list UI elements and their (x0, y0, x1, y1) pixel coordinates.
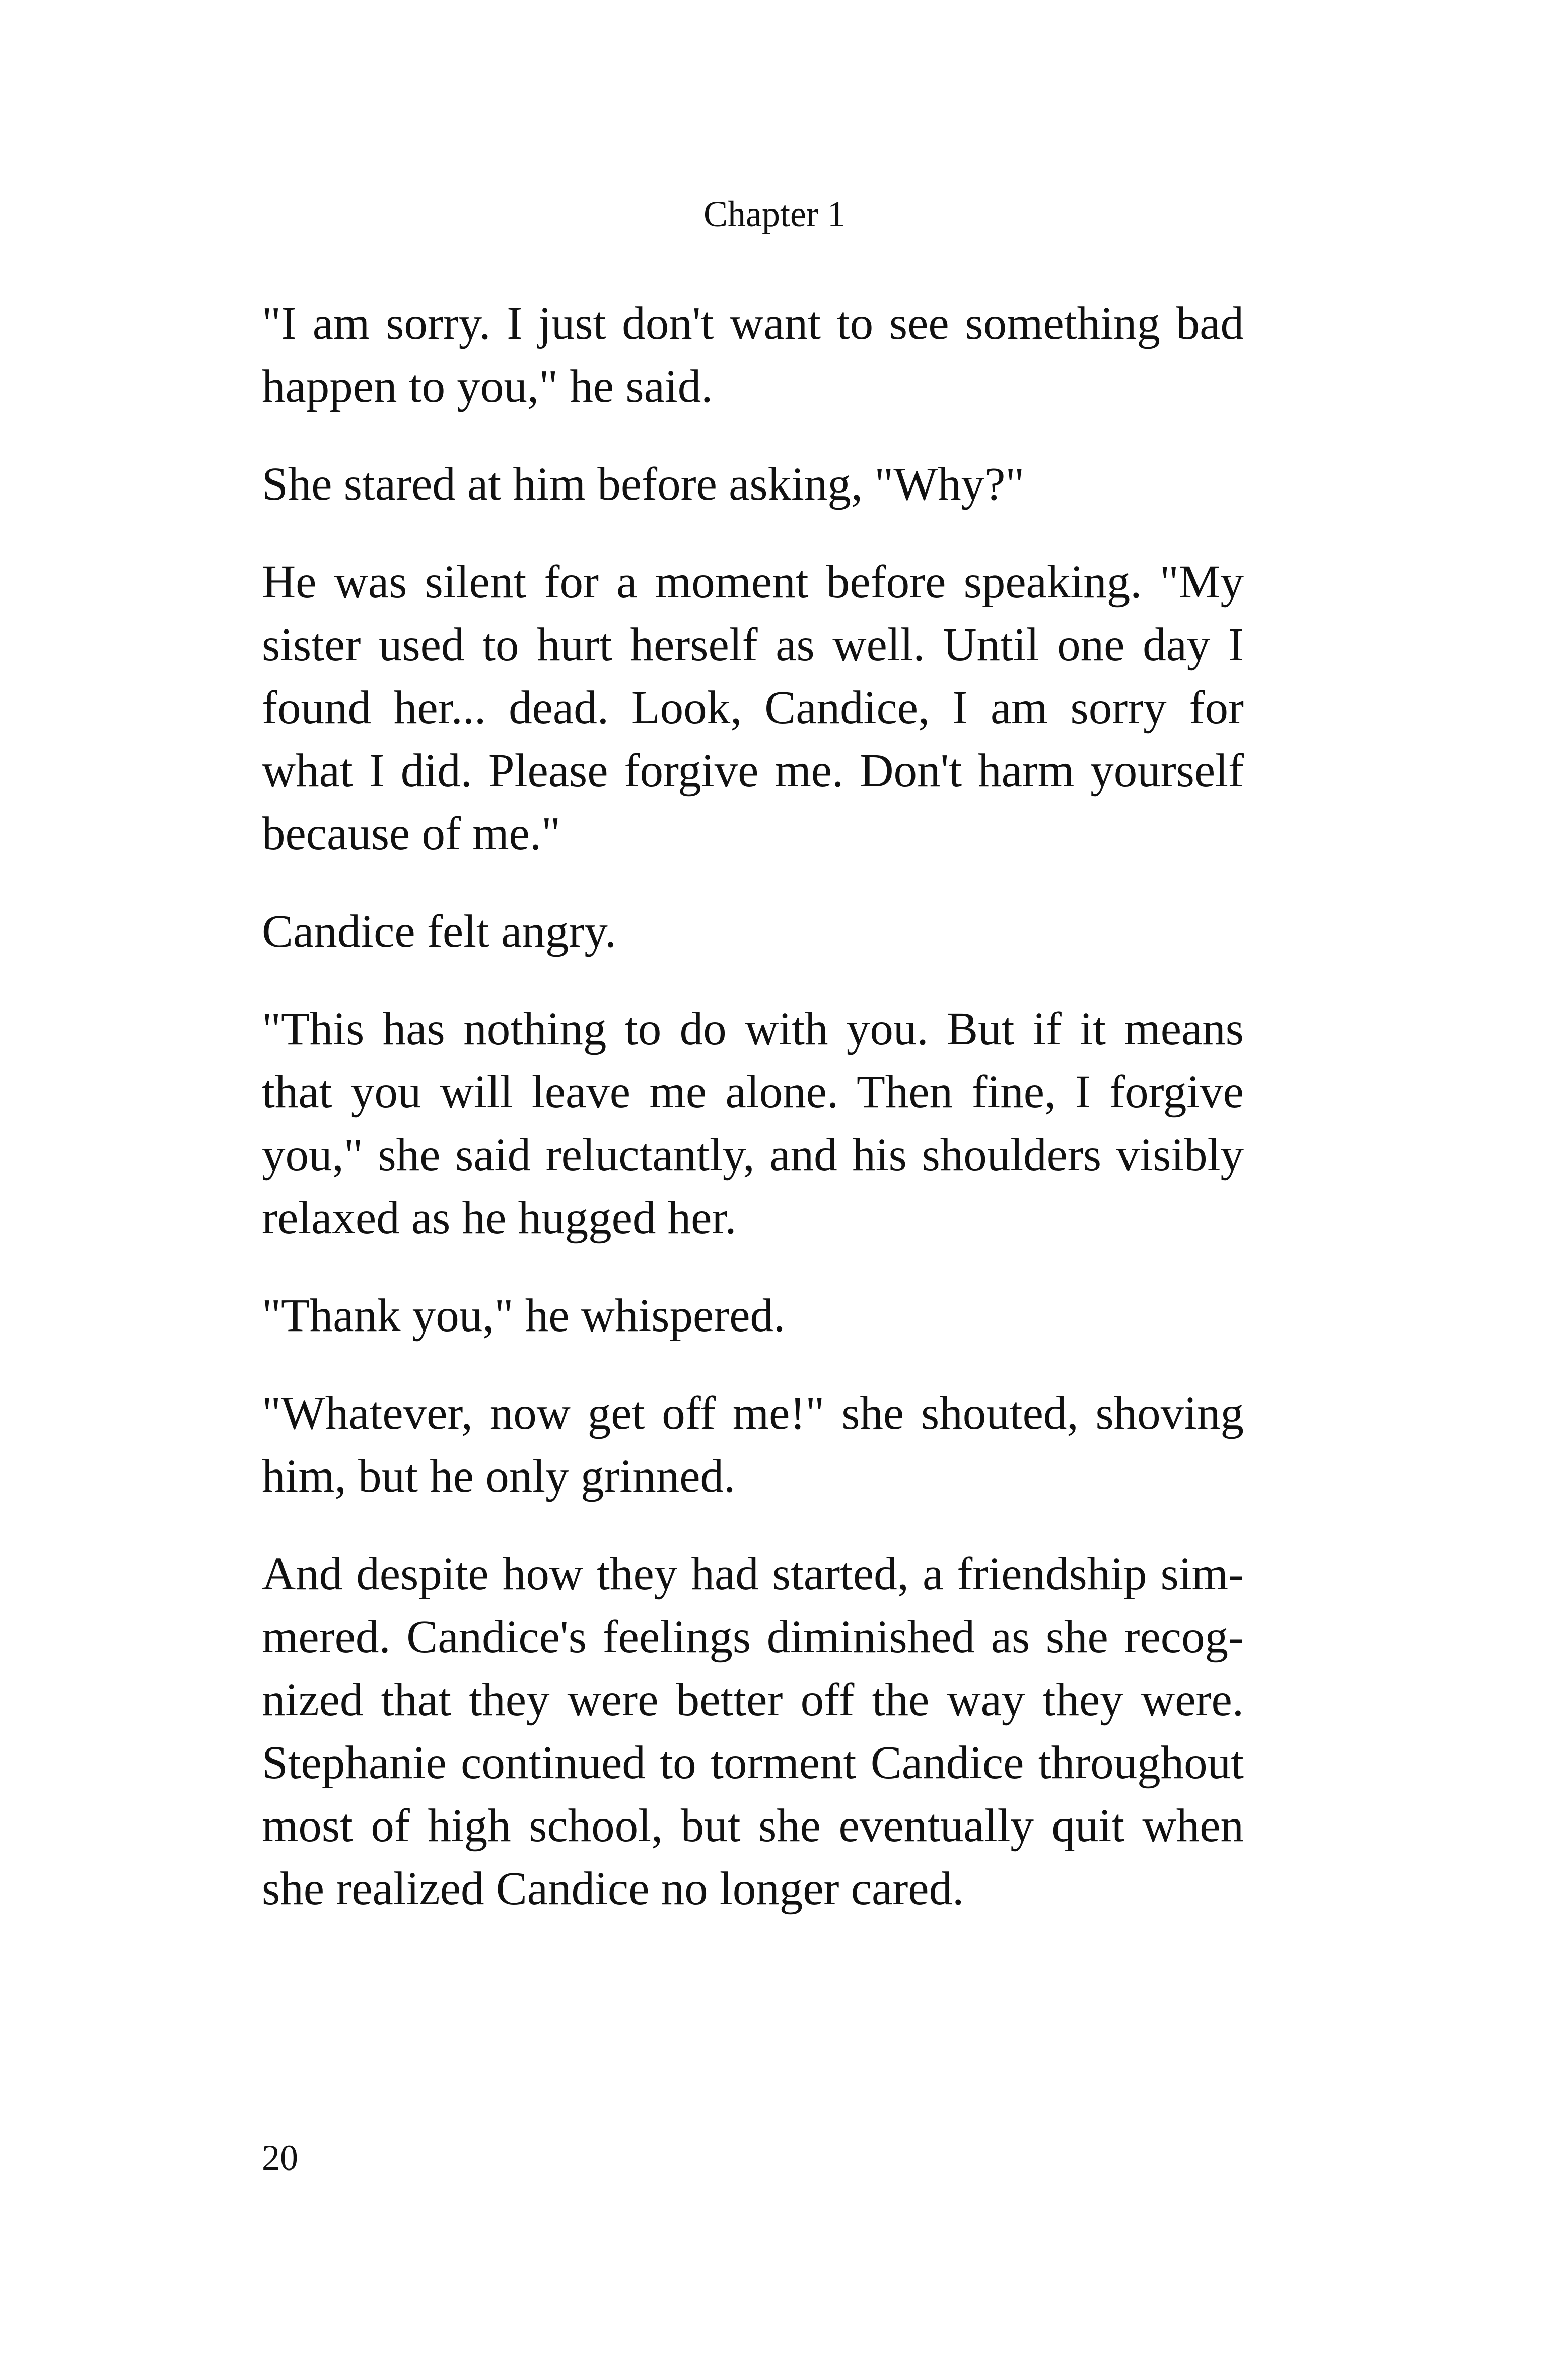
paragraph: He was silent for a moment before speaking. "My sister used to hurt herself as well. Until one day I found her... dead. Look, Candice, I am sorry for what I did. Please forgive me. Don't harm yourself because of me." (262, 556, 1244, 860)
running-head: Chapter 1 (703, 194, 846, 234)
paragraph: "I am sorry. I just don't want to see something bad happen to you," he said. (262, 298, 1244, 412)
page-number: 20 (262, 2138, 298, 2178)
paragraph: Candice felt angry. (262, 905, 617, 957)
paragraph: "Thank you," he whispered. (262, 1290, 786, 1342)
paragraph: "This has nothing to do with you. But if it means that you will leave me alone. Then fine, I forgive you," she said reluctantly, and his shoulders visibly relaxed as he hugged her. (262, 1003, 1244, 1244)
paragraph: And despite how they had started, a friendship simmered. Candice's feelings diminished as she recognized that they were better off the way they were. Stephanie continued to torment Candice throughout most of high school, but she eventually quit when she realized Candice no longer cared. (262, 1548, 1244, 1915)
paragraph: She stared at him before asking, "Why?" (262, 458, 1025, 510)
body-text (262, 292, 1244, 1955)
paragraph: "Whatever, now get off me!" she shouted, shoving him, but he only grinned. (262, 1387, 1244, 1502)
